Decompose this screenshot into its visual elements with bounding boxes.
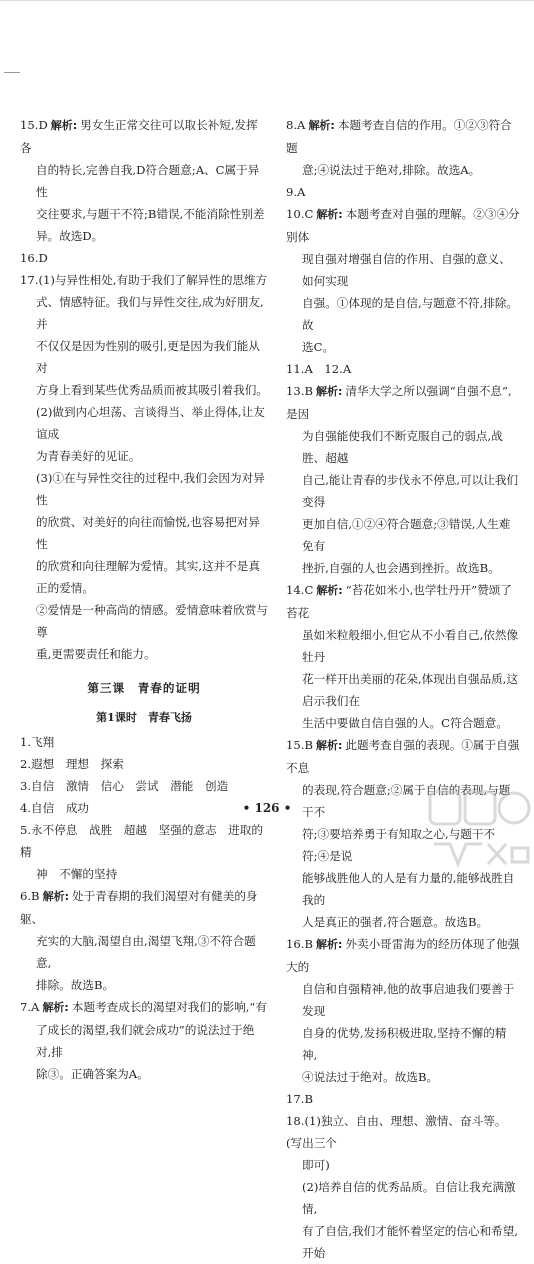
answer-text: 异。故选D。 xyxy=(36,229,104,243)
answer-text: 即可) xyxy=(302,1158,330,1172)
answer-text: 的欣赏和向往理解为爱情。其实,这并不是真正的爱情。 xyxy=(36,559,260,595)
answer-14 xyxy=(286,579,520,734)
answer-text: 式、情感特征。我们与异性交往,成为好朋友,并 xyxy=(36,295,264,331)
answer-text: 5.永不停息 战胜 超越 坚强的意志 进取的精 xyxy=(20,823,263,859)
answer-15 xyxy=(20,114,268,247)
answer-text: 人是真正的强者,符合题意。故选B。 xyxy=(302,915,489,929)
answer-text: 自信和自强精神,他的故事启迪我们要善于发现 xyxy=(302,982,515,1018)
answer-text: (3)①在与异性交往的过程中,我们会因为对异性 xyxy=(36,471,265,507)
answer-text: 的表现,符合题意;②属于自信的表现,与题干不 xyxy=(302,783,511,819)
answer-text: 为自强能使我们不断克服自己的弱点,战胜、超越 xyxy=(302,429,503,465)
page-top-rule xyxy=(0,0,534,1)
answer-text: 神 不懈的坚持 xyxy=(36,867,118,881)
answer-text: 选C。 xyxy=(302,340,335,354)
answer-number: 16.B xyxy=(286,937,313,951)
answer-number: 8.A xyxy=(286,118,306,132)
answer-text: 能够战胜他人的人是有力量的,能够战胜自我的 xyxy=(302,871,515,907)
answer-text: 自强。①体现的是自信,与题意不符,排除。故 xyxy=(302,296,519,332)
answer-text: 了成长的渴望,我们就会成功”的说法过于绝对,排 xyxy=(36,1023,255,1059)
answer-text: 本题考查对自强的理解。②③④分别体 xyxy=(286,207,520,244)
answer-text: 更加自信,①②④符合题意;③错误,人生难免有 xyxy=(302,517,511,553)
period-title: 第1课时 青春飞扬 xyxy=(96,711,192,724)
answer-text: 现自强对增强自信的作用、自强的意义、如何实现 xyxy=(302,252,511,288)
answer-text: 不仅仅是因为性别的吸引,更是因为我们能从对 xyxy=(36,339,260,375)
answer-text: 意;④说法过于绝对,排除。故选A。 xyxy=(302,163,481,177)
answer-number: 15.D xyxy=(20,118,48,132)
page-number: • 126 • xyxy=(242,801,292,815)
answer-number: 10.C xyxy=(286,207,314,221)
answer-text: 为青春美好的见证。 xyxy=(36,449,141,463)
answer-text: ④说法过于绝对。故选B。 xyxy=(302,1070,439,1084)
analysis-label: 解析: xyxy=(42,1001,69,1014)
answer-text: 处于青春期的我们渴望对有健美的身躯、 xyxy=(20,889,258,926)
answer-2: 2.遐想 理想 探索 xyxy=(20,757,124,771)
answer-number: 18. xyxy=(286,1114,305,1128)
answer-text: 自的特长,完善自我,D符合题意;A、C属于异性 xyxy=(36,163,260,199)
answer-18 xyxy=(286,1110,520,1264)
answer-10 xyxy=(286,203,520,358)
answer-1: 1.飞翔 xyxy=(20,735,55,749)
answer-8 xyxy=(286,114,520,181)
answer-3: 3.自信 激情 信心 尝试 潜能 创造 xyxy=(20,779,229,793)
analysis-label: 解析: xyxy=(315,938,343,951)
answer-number: 7.A xyxy=(20,1000,40,1014)
analysis-label: 解析: xyxy=(42,890,69,903)
analysis-label: 解析: xyxy=(315,739,343,752)
answer-text: 此题考查自强的表现。①属于自强不息 xyxy=(286,738,520,775)
answer-text: 外卖小哥雷海为的经历体现了他强大的 xyxy=(286,937,520,974)
answer-7 xyxy=(20,996,268,1085)
answer-text: 挫折,自强的人也会遇到挫折。故选B。 xyxy=(302,561,500,575)
answer-text: 男女生正常交往可以取长补短,发挥各 xyxy=(20,118,258,155)
lesson-title: 第三课 青春的证明 xyxy=(87,681,201,695)
answer-text: 清华大学之所以强调“自强不息”,是因 xyxy=(286,384,512,421)
answer-text: 生活中要做自信自强的人。C符合题意。 xyxy=(302,716,508,730)
answer-number: 6.B xyxy=(20,889,40,903)
analysis-label: 解析: xyxy=(316,208,343,221)
answer-text: 自己,能让青春的步伐永不停息,可以让我们变得 xyxy=(302,473,519,509)
answer-text: 花一样开出美丽的花朵,体现出自强品质,这启示我们在 xyxy=(302,672,519,708)
answer-17b: 17.B xyxy=(286,1092,313,1106)
answer-text: “苔花如米小,也学牡丹开”赞颂了苔花 xyxy=(286,583,512,620)
answer-number: 13.B xyxy=(286,384,313,398)
watermark-logo-icon xyxy=(428,786,532,872)
answer-text: 方身上看到某些优秀品质而被其吸引着我们。 xyxy=(36,383,268,397)
answer-13 xyxy=(286,380,520,579)
answer-text: 本题考查成长的渴望对我们的影响,“有 xyxy=(71,1000,267,1014)
answer-text: 重,更需要责任和能力。 xyxy=(36,647,156,661)
answer-number: 15.B xyxy=(286,738,313,752)
answer-text: 本题考查自信的作用。①②③符合题 xyxy=(286,118,512,155)
analysis-label: 解析: xyxy=(315,385,343,398)
answer-4: 4.自信 成功 xyxy=(20,801,90,815)
margin-mark xyxy=(4,72,20,73)
answer-text: 排除。故选B。 xyxy=(36,978,115,992)
answer-17 xyxy=(20,269,268,665)
answer-text: 交往要求,与题干不符;B错误,不能消除性别差 xyxy=(36,207,265,221)
answer-number: 16.D xyxy=(20,251,48,265)
analysis-label: 解析: xyxy=(308,119,335,132)
answer-text: 符;③要培养勇于有知取之心,与题干不符;④是说 xyxy=(302,827,496,863)
analysis-label: 解析: xyxy=(316,584,343,597)
answer-6 xyxy=(20,885,268,996)
answer-text: (2)做到内心坦荡、言谈得当、举止得体,让友谊成 xyxy=(36,405,265,441)
answer-text: 充实的大脑,渴望自由,渴望飞翔,③不符合题意, xyxy=(36,934,256,970)
right-column xyxy=(286,114,520,1264)
answer-text: 有了自信,我们才能怀着坚定的信心和希望,开始 xyxy=(302,1224,519,1260)
answer-text: (1)与异性相处,有助于我们了解异性的思维方 xyxy=(38,273,268,287)
answer-16b xyxy=(286,933,520,1088)
answer-text: 的欣赏、对美好的向往而愉悦,也容易把对异性 xyxy=(36,515,260,551)
answer-16 xyxy=(20,247,268,269)
left-column xyxy=(20,114,268,1085)
answer-number: 14.C xyxy=(286,583,314,597)
analysis-label: 解析: xyxy=(50,119,78,132)
answer-text: ②爱情是一种高尚的情感。爱情意味着欣赏与尊 xyxy=(36,603,268,639)
answer-text: (2)培养自信的优秀品质。自信让我充满激情, xyxy=(302,1180,516,1216)
answer-11-12: 11.A 12.A xyxy=(286,362,352,376)
answer-text: (1)独立、自由、理想、激情、奋斗等。(写出三个 xyxy=(286,1114,507,1150)
answer-text: 自身的优势,发扬积极进取,坚持不懈的精神, xyxy=(302,1026,507,1062)
answer-9: 9.A xyxy=(286,185,306,199)
answer-number: 17. xyxy=(20,273,39,287)
answer-text: 虽如米粒般细小,但它从不小看自己,依然像牡丹 xyxy=(302,628,519,664)
watermark-logo xyxy=(428,786,532,872)
answer-text: 除③。正确答案为A。 xyxy=(36,1067,149,1081)
answer-5 xyxy=(20,819,268,885)
